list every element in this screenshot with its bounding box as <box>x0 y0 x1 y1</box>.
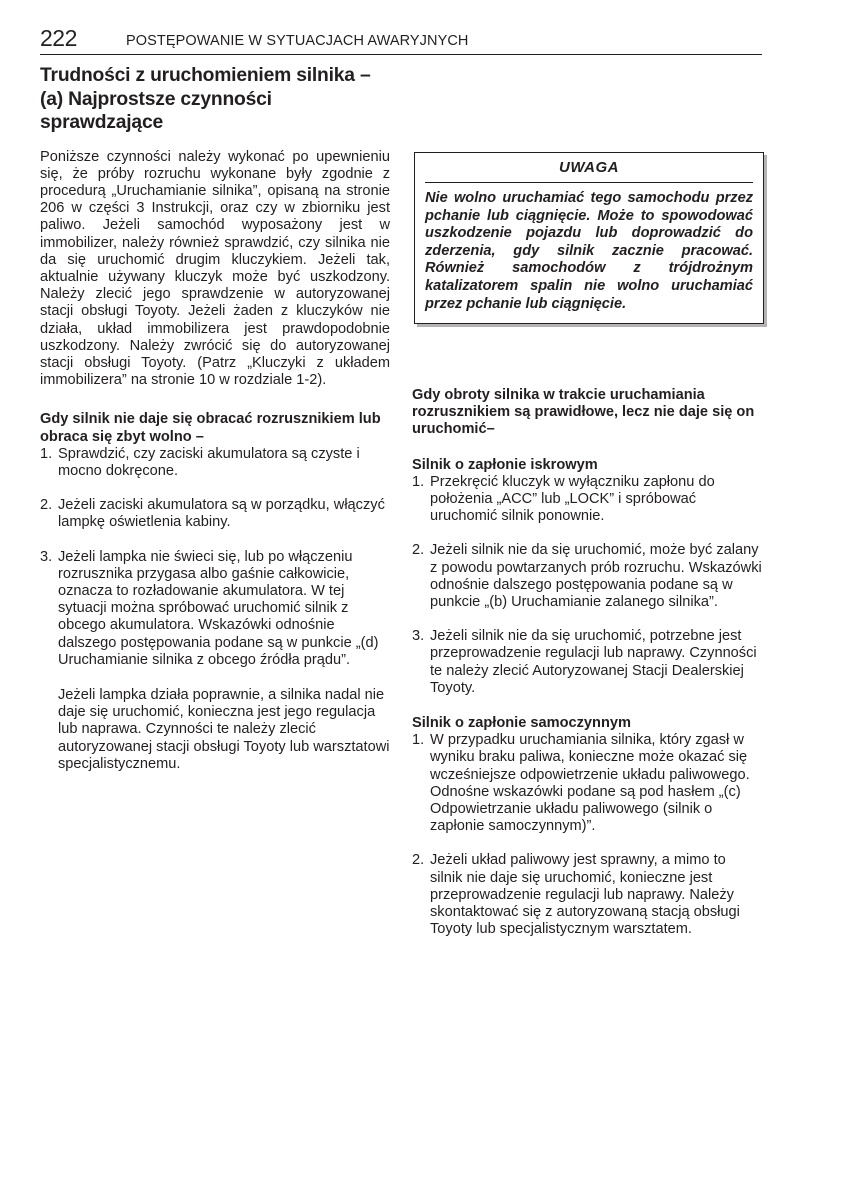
warning-title: UWAGA <box>425 157 753 183</box>
list-item-number: 2. <box>40 497 53 514</box>
subheading-compression-ignition: Silnik o zapłonie samoczynnym <box>412 715 631 732</box>
list-item-text: Sprawdzić, czy zaciski akumulatora są czyste i mocno dokręcone. <box>58 445 360 479</box>
list-item-number: 1. <box>412 473 425 490</box>
heading-engine-no-start: Gdy obroty silnika w trakcie uruchamiania rozrusznikiem są prawidłowe, lecz nie daje się on uruchomić– <box>412 387 755 438</box>
list-item <box>40 446 390 480</box>
right-column <box>412 387 762 938</box>
list-item-number: 2. <box>412 542 425 559</box>
heading-starter-problem: Gdy silnik nie daje się obracać rozrusznikiem lub obraca się zbyt wolno – <box>40 411 381 445</box>
running-head: POSTĘPOWANIE W SYTUACJACH AWARYJNYCH <box>126 33 469 49</box>
list-item-text: Jeżeli lampka nie świeci się, lub po włączeniu rozrusznika przygasa albo gaśnie całkowicie, oznacza to rozładowanie akumulatora. W tej sytuacji można spróbować uruchomić silnik z obcego akumulatora. Wskazówki odnośnie dalszego postępowania podane są w punkcie „(d) Uruchamianie silnika z obcego źródła prądu”. <box>58 548 379 668</box>
list-item <box>40 497 390 531</box>
list-item-text: Przekręcić kluczyk w wyłączniku zapłonu do położenia „ACC” lub „LOCK” i spróbować uruchomić silnik ponownie. <box>430 473 715 525</box>
list-item-number: 2. <box>412 852 425 869</box>
list-item <box>412 474 762 526</box>
list-item-number: 1. <box>412 732 425 749</box>
intro-paragraph: Poniższe czynności należy wykonać po upewnieniu się, że próby rozruchu wykonane były zgodnie z procedurą „Uruchamianie silnika”, opisaną na stronie 206 w części 3 Instrukcji, oraz czy w zbiorniku jest paliwo. Jeżeli samochód wyposażony jest w immobilizer, należy również sprawdzić, czy silnika nie da się uruchomić drugim kluczykiem. Jeżeli tak, aktualnie używany kluczyk może być uszkodzony. Należy zlecić jego sprawdzenie w autoryzowanej stacji obsługi Toyoty. Jeżeli żaden z kluczyków nie działa, układ immobilizera jest prawdopodobnie uszkodzony. Należy zwrócić się do autoryzowanej stacji obsługi Toyoty. (Patrz „Kluczyki z układem immobilizera” na stronie 10 w rozdziale 1-2). <box>40 148 390 389</box>
page-header <box>40 25 762 55</box>
step3-followup: Jeżeli lampka działa poprawnie, a silnika nadal nie daje się uruchomić, konieczna jest jego regulacja lub naprawa. Czynności te należy zlecić autoryzowanej stacji obsługi Toyoty lub warsztatowi specjalistycznemu. <box>58 686 390 772</box>
list-item <box>412 628 762 697</box>
list-item-text: Jeżeli silnik nie da się uruchomić, potrzebne jest przeprowadzenie regulacji lub naprawy. Czynności te należy zlecić Autoryzowanej Stacji Dealerskiej Toyoty. <box>430 628 757 696</box>
subheading-spark-ignition: Silnik o zapłonie iskrowym <box>412 456 598 473</box>
compression-ignition-steps-list <box>412 732 762 938</box>
list-item-text: Jeżeli zaciski akumulatora są w porządku, włączyć lampkę oświetlenia kabiny. <box>58 497 385 531</box>
list-item <box>412 542 762 611</box>
starter-steps-list <box>40 446 390 669</box>
list-item <box>412 732 762 835</box>
warning-container <box>412 152 762 324</box>
warning-box <box>414 152 764 324</box>
section-title: Trudności z uruchomieniem silnika – (a) Najprostsze czynności sprawdzające <box>40 65 371 133</box>
list-item-text: Jeżeli silnik nie da się uruchomić, może być zalany z powodu powtarzanych prób rozruchu. Wskazówki odnośnie dalszego postępowania podane są w punkcie „(b) Uruchamianie zalanego silnika”. <box>430 542 762 611</box>
list-item-text: Jeżeli układ paliwowy jest sprawny, a mimo to silnik nie daje się uruchomić, konieczne jest przeprowadzenie regulacji lub naprawy. Należy skontaktować się z autoryzowaną stacją obsługi Toyoty lub specjalistycznym warsztatem. <box>430 852 740 938</box>
list-item-number: 1. <box>40 445 53 462</box>
left-column <box>40 64 390 773</box>
list-item-number: 3. <box>412 628 425 645</box>
page-number: 222 <box>40 25 77 51</box>
spark-ignition-steps-list <box>412 474 762 697</box>
list-item <box>40 549 390 669</box>
list-item <box>412 852 762 938</box>
warning-text: Nie wolno uruchamiać tego samochodu przez pchanie lub ciągnięcie. Może to spowodować uszkodzenie pojazdu lub doprowadzić do zderzenia, gdy silnik zacznie pracować. Również samochodów z trójdrożnym katalizatorem spalin nie wolno uruchamiać przez pchanie lub ciągnięcie. <box>425 190 753 312</box>
list-item-text: W przypadku uruchamiania silnika, który zgasł w wyniku braku paliwa, konieczne może okazać się wcześniejsze odpowietrzenie układu paliwowego. Odnośne wskazówki podane są pod hasłem „(c) Odpowietrzanie układu paliwowego (silnik o zapłonie samoczynnym)”. <box>430 732 750 835</box>
list-item-number: 3. <box>40 548 53 565</box>
